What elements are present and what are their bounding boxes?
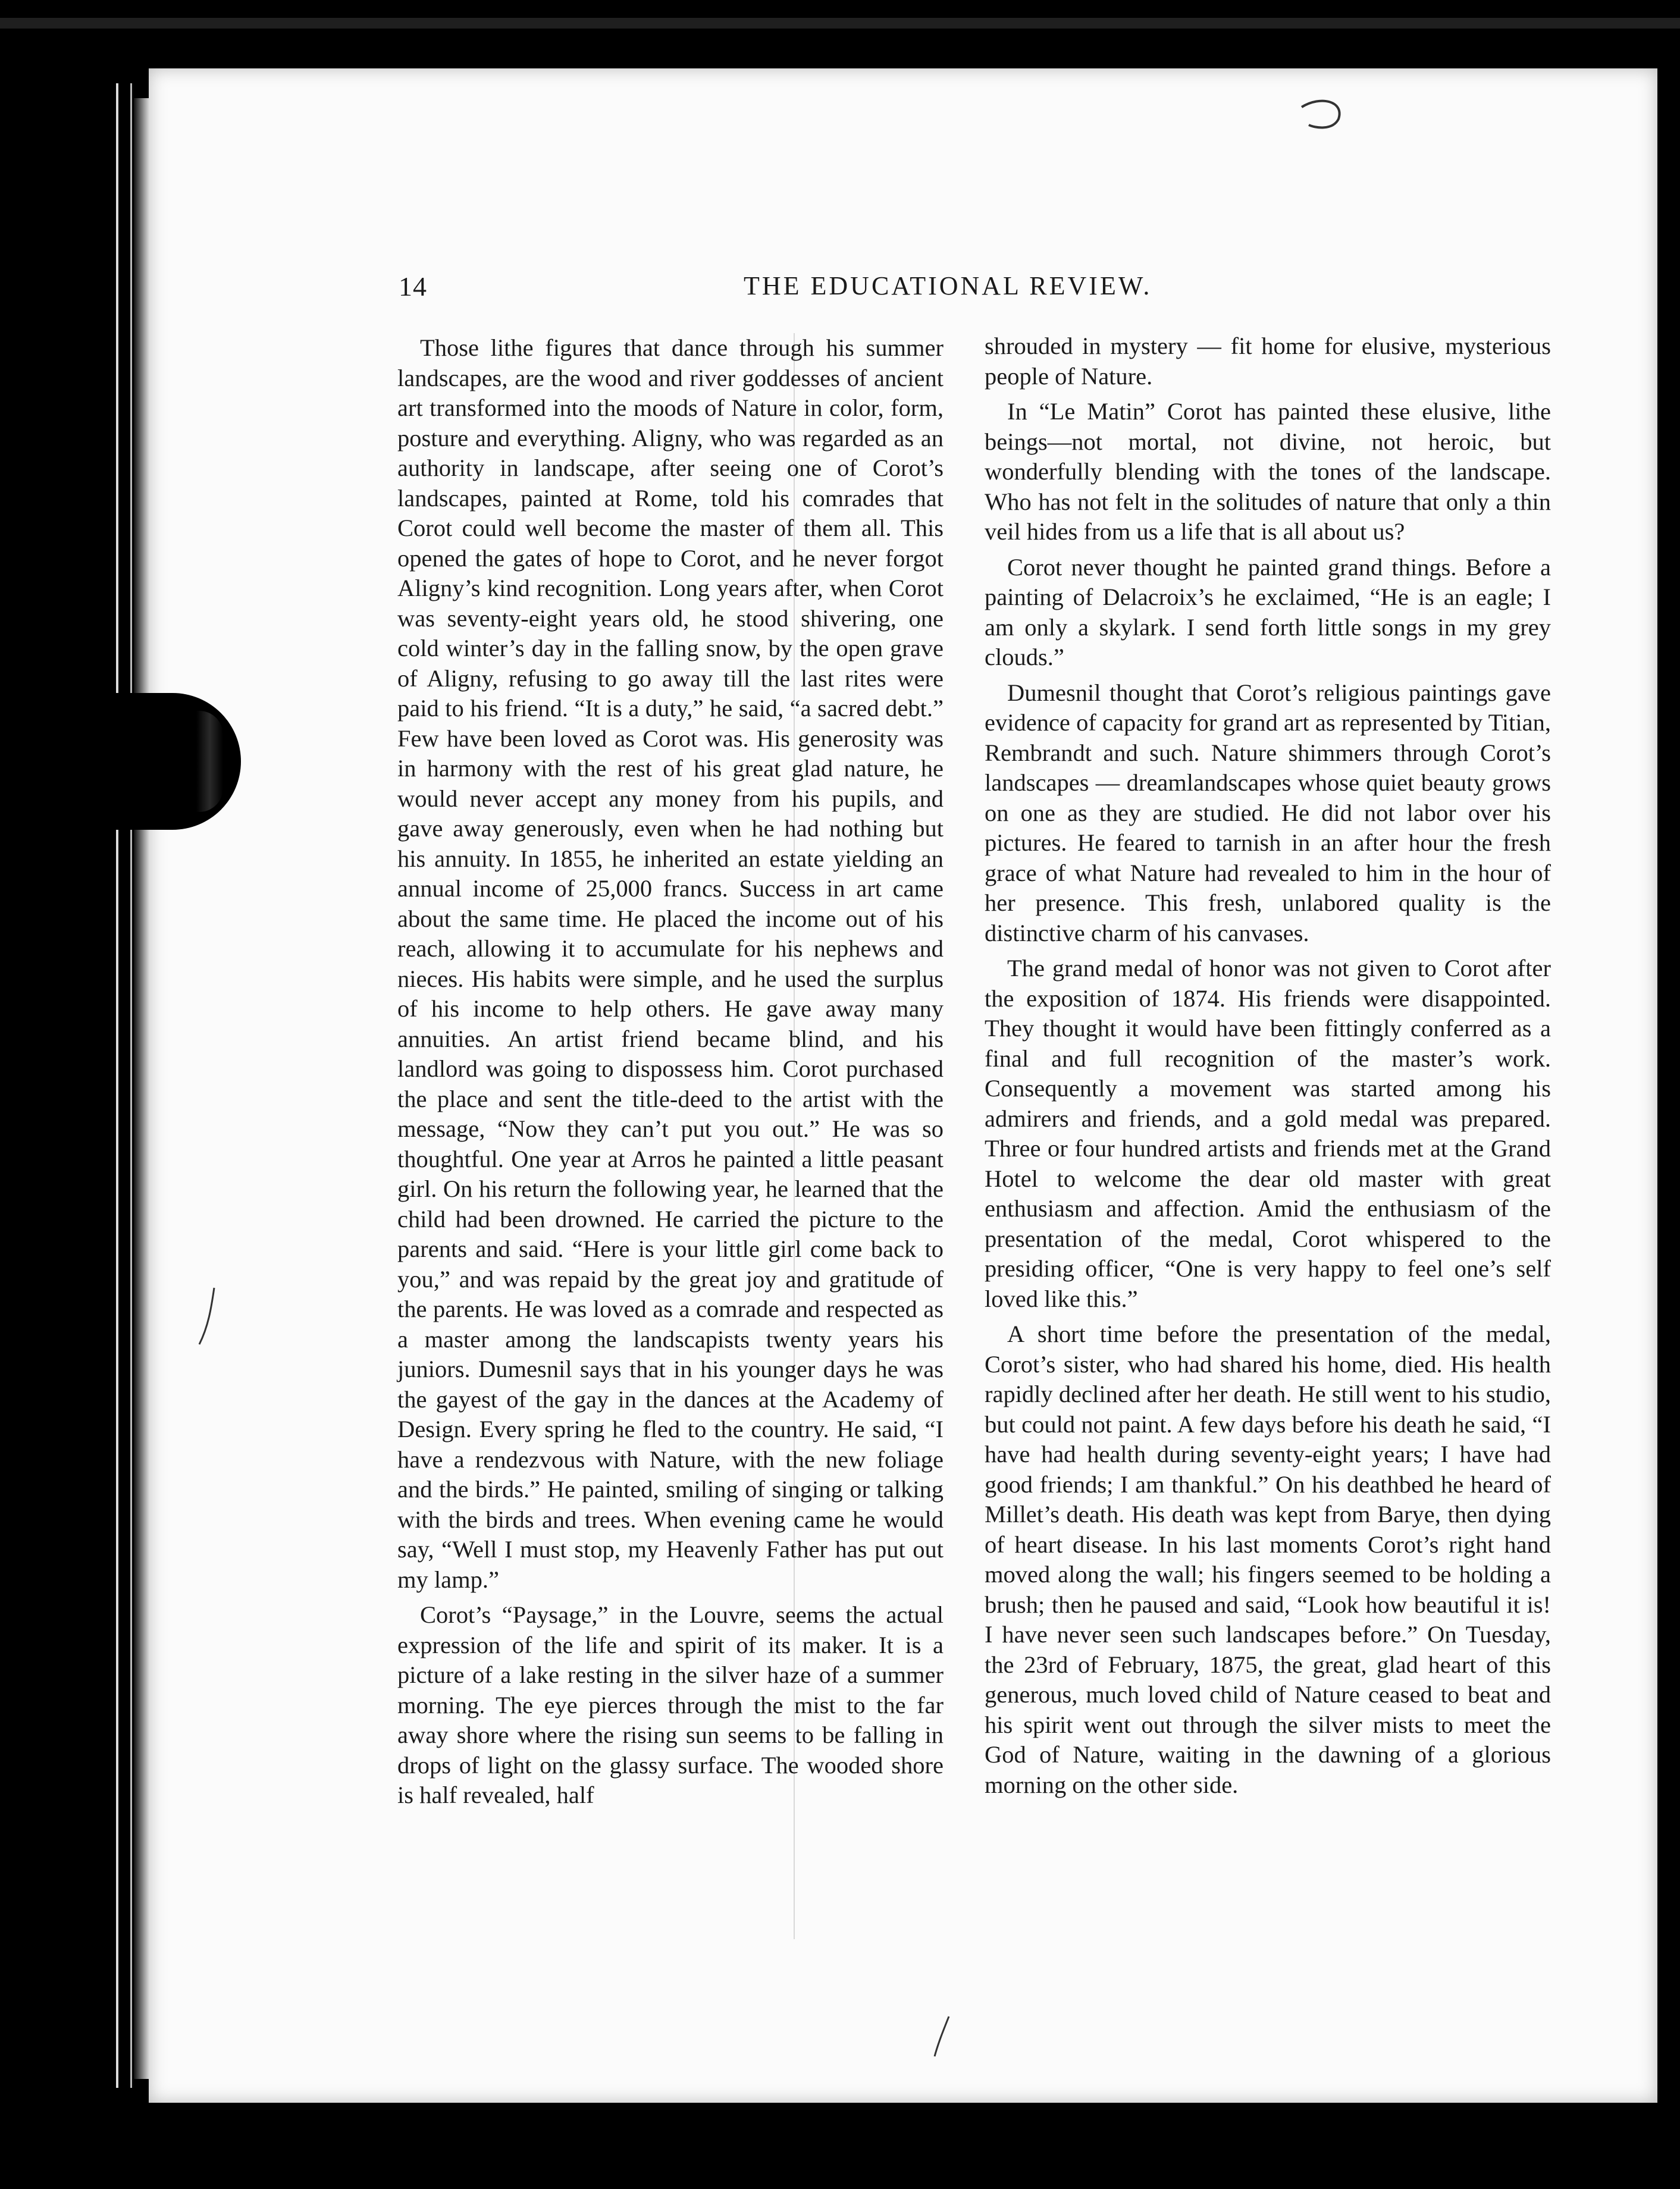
paragraph: shrouded in mystery — fit home for elusive, mysterious people of Nature. xyxy=(985,333,1551,390)
page-stack-edge xyxy=(116,83,132,2088)
page-number: 14 xyxy=(399,271,427,302)
film-edge xyxy=(0,18,1680,29)
paragraph: Those lithe figures that dance through his summer landscapes, are the wood and river goddesses of ancient art transformed into the moods of Nature in color, form, posture and everything. Aligny, who was regarded as an authority in landscape, after seeing one of Corot’s landscapes, painted at Rome, told his comrades that Corot could well become the master of them all. This opened the gates of hope to Corot, and he never forgot Aligny’s kind recognition. Long years after, when Corot was seventy-eight years old, he stood shivering, one cold winter’s day in the falling snow, by the open grave of Aligny, refusing to go away till the last rites were paid to his friend. “It is a duty,” he said, “a sacred debt.” Few have been loved as Corot was. His generosity was in harmony with the rest of his great glad nature, he would never accept any money from his pupils, and gave away generously, even when he had nothing but his annuity. In 1855, he inherited an estate yielding an annual income of 25,000 francs. Success in art came about the same time. He placed the income out of his reach, allowing it to accumulate for his nephews and nieces. His habits were simple, and he used the surplus of his income to help others. He gave away many annuities. An artist friend became blind, and his landlord was going to dispossess him. Corot purchased the place and sent the title-deed to the artist with the message, “Now they can’t put you out.” He was so thoughtful. One year at Arros he painted a little peasant girl. On his return the following year, he learned that the child had been drowned. He carried the picture to the parents and said. “Here is your little girl come back to you,” and was repaid by the great joy and gratitude of the parents. He was loved as a comrade and respected as a master among the landscapists twenty years his juniors. Dumesnil says that in his younger days he was the gayest of the gay in the dances at the Academy of Design. Every spring he fled to the country. He said, “I have a rendezvous with Nature, with the new foliage and the birds.” He painted, smiling of singing or talking with the birds and trees. When evening came he would say, “Well I must stop, my Heavenly Father has put out my lamp.” xyxy=(397,334,944,1593)
left-column xyxy=(397,333,944,1816)
pencil-mark-top xyxy=(1297,95,1350,137)
paragraph: Dumesnil thought that Corot’s religious paintings gave evidence of capacity for grand art as represented by Titian, Rembrandt and such. Nature shimmers through Corot’s landscapes — dreamlandscapes whose quiet beauty grows on one as they are studied. He did not labor over his pictures. He feared to tarnish in an after hour the fresh grace of what Nature had revealed to him in the hour of her presence. This fresh, unlabored quality is the distinctive charm of his canvases. xyxy=(985,679,1551,946)
paragraph: Corot’s “Paysage,” in the Louvre, seems the actual expression of the life and spirit of its maker. It is a picture of a lake resting in the silver haze of a summer morning. The eye pierces through the mist to the far away shore where the rising sun seems to be falling in drops of light on the glassy surface. The wooded shore is half revealed, half xyxy=(397,1601,944,1808)
right-column xyxy=(985,331,1551,1805)
binder-clip-highlight xyxy=(196,711,223,812)
pencil-mark-bottom xyxy=(931,2014,955,2061)
pencil-mark-left xyxy=(196,1285,220,1350)
paragraph: In “Le Matin” Corot has painted these elusive, lithe beings—not mortal, not divine, not heroic, but wonderfully blending with the tones of the landscape. Who has not felt in the solitudes of nature that only a thin veil hides from us a life that is all about us? xyxy=(985,398,1551,545)
paragraph: A short time before the presentation of the medal, Corot’s sister, who had shared his home, died. His health rapidly declined after her death. He still went to his studio, but could not paint. A few days before his death he said, “I have had health during seventy-eight years; I have had good friends; I am thankful.” On his deathbed he heard of Millet’s death. His death was kept from Barye, then dying of heart disease. In his last moments Corot’s right hand moved along the wall; his fingers seemed to be holding a brush; then he paused and said, “Look how beautiful it is! I have never seen such landscapes before.” On Tuesday, the 23rd of February, 1875, the great, glad heart of this generous, much loved child of Nature ceased to beat and his spirit went out through the silver mists to meet the God of Nature, waiting in the dawning of a glorious morning on the other side. xyxy=(985,1321,1551,1798)
paragraph: The grand medal of honor was not given to Corot after the exposition of 1874. His friends were disappointed. They thought it would have been fittingly conferred as a final and full recognition of the master’s work. Consequently a movement was started among his admirers and friends, and a gold medal was prepared. Three or four hundred artists and friends met at the Grand Hotel to welcome the dear old master with great enthusiasm and affection. Amid the enthusiasm of the presentation of the medal, Corot whispered to the presiding officer, “One is very happy to feel one’s self loved like this.” xyxy=(985,955,1551,1312)
paragraph: Corot never thought he painted grand things. Before a painting of Delacroix’s he exclaimed, “He is an eagle; I am only a skylark. I send forth little songs in my grey clouds.” xyxy=(985,553,1551,670)
running-head: THE EDUCATIONAL REVIEW. xyxy=(744,271,1152,300)
